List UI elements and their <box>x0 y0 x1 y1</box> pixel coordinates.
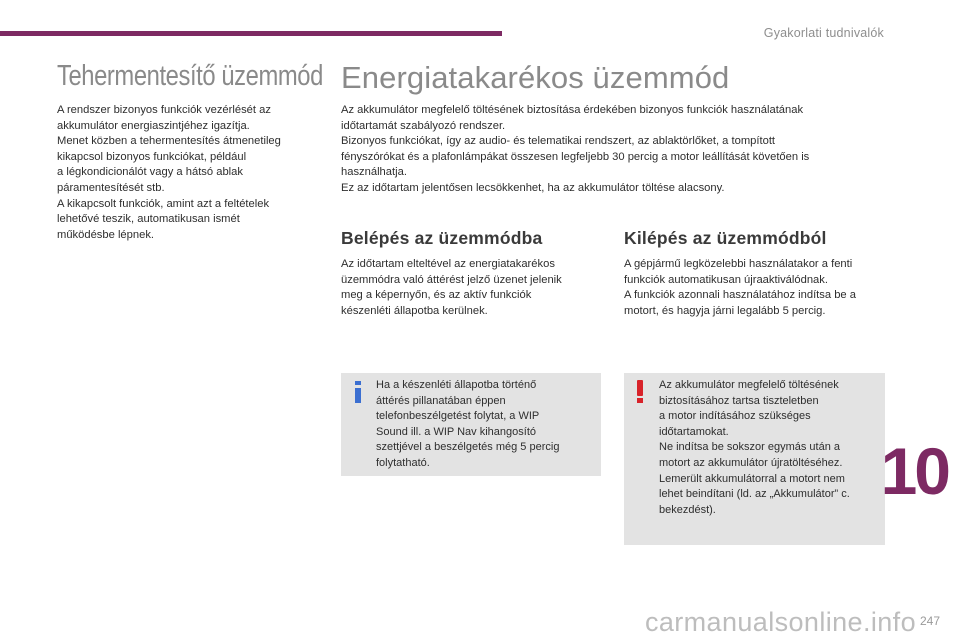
watermark: carmanualsonline.info <box>644 607 916 637</box>
text-line: A gépjármű legközelebbi használatakor a fenti <box>624 258 853 270</box>
warning-note-box <box>624 373 885 545</box>
info-note-box <box>341 373 601 476</box>
text-line: akkumulátor energiaszintjéhez igazítja. <box>57 119 250 132</box>
text-line: Menet közben a tehermentesítés átmenetileg <box>57 135 281 148</box>
text-line: lehetővé teszik, automatikusan ismét <box>57 213 240 226</box>
warning-icon <box>636 380 644 404</box>
enter-mode-text <box>341 257 611 319</box>
text-line: folytatható. <box>376 456 430 469</box>
text-line: a légkondicionálót vagy a hátsó ablak <box>57 166 243 179</box>
text-line: fényszórókat és a plafonlámpákat összesen legfeljebb 30 percig a motor leállítását követően is <box>341 150 810 163</box>
info-icon <box>355 381 361 403</box>
exit-mode-heading: Kilépés az üzemmódból <box>624 228 827 248</box>
text-line: funkciók automatikusan újraaktiválódnak. <box>624 273 828 286</box>
text-line: időtartamát szabályozó rendszer. <box>341 119 506 132</box>
text-line: szettjével a beszélgetés még 5 percig <box>376 441 560 454</box>
text-line: Ez az időtartam jelentősen lecsökkenhet, ha az akkumulátor töltése alacsony. <box>341 181 725 194</box>
text-line: Az időtartam elteltével az energiatakarékos <box>341 258 555 270</box>
text-line: Ne indítsa be sokszor egymás után a <box>659 441 840 454</box>
text-line: Bizonyos funkciókat, így az audio- és telematikai rendszert, az ablaktörlőket, a tompított <box>341 135 776 148</box>
left-column-title: Tehermentesítő üzemmód <box>57 60 323 92</box>
text-line: Lemerült akkumulátorral a motort nem <box>659 472 845 485</box>
left-column-text <box>57 103 327 243</box>
text-line: Sound ill. a WIP Nav kihangosító <box>376 425 536 438</box>
text-line: A kikapcsolt funkciók, amint azt a feltételek <box>57 197 270 210</box>
section-label: Gyakorlati tudnivalók <box>763 26 884 40</box>
text-line: üzemmódra való áttérést jelző üzenet jelenik <box>341 273 562 286</box>
page-number: 247 <box>919 614 940 628</box>
text-line: páramentesítését stb. <box>57 181 165 194</box>
text-line: időtartamokat. <box>659 425 729 438</box>
main-title: Energiatakarékos üzemmód <box>341 60 730 95</box>
text-line: motort, és hagyja járni legalább 5 percig. <box>624 304 826 317</box>
main-intro-text <box>341 103 901 197</box>
text-line: működésbe lépnek. <box>57 228 155 241</box>
text-line: Az akkumulátor megfelelő töltésének biztosítása érdekében bizonyos funkciók használatának <box>341 104 804 116</box>
text-line: A rendszer bizonyos funkciók vezérlését az <box>57 104 271 116</box>
text-line: telefonbeszélgetést folytat, a WIP <box>376 410 540 423</box>
exit-mode-text <box>624 257 904 319</box>
enter-mode-heading: Belépés az üzemmódba <box>341 228 543 248</box>
text-line: áttérés pillanatában éppen <box>376 394 506 407</box>
warning-note-text <box>659 378 883 518</box>
text-line: kikapcsol bizonyos funkciókat, például <box>57 150 247 163</box>
text-line: motort az akkumulátor újratöltéséhez. <box>659 456 843 469</box>
text-line: készenléti állapotba kerülnek. <box>341 304 488 317</box>
text-line: Az akkumulátor megfelelő töltésének <box>659 379 839 391</box>
text-line: a motor indításához szükséges <box>659 410 811 423</box>
text-line: meg a képernyőn, és az aktív funkciók <box>341 289 532 302</box>
text-line: Ha a készenléti állapotba történő <box>376 379 537 391</box>
chapter-number: 10 <box>880 434 948 508</box>
info-note-text <box>376 378 598 472</box>
text-line: biztosításához tartsa tiszteletben <box>659 394 819 407</box>
text-line: bekezdést). <box>659 503 716 516</box>
text-line: A funkciók azonnali használatához indítsa be a <box>624 289 856 302</box>
text-line: lehet beindítani (ld. az „Akkumulátor” c. <box>659 488 850 501</box>
top-accent-bar <box>0 31 502 36</box>
text-line: használhatja. <box>341 166 407 179</box>
